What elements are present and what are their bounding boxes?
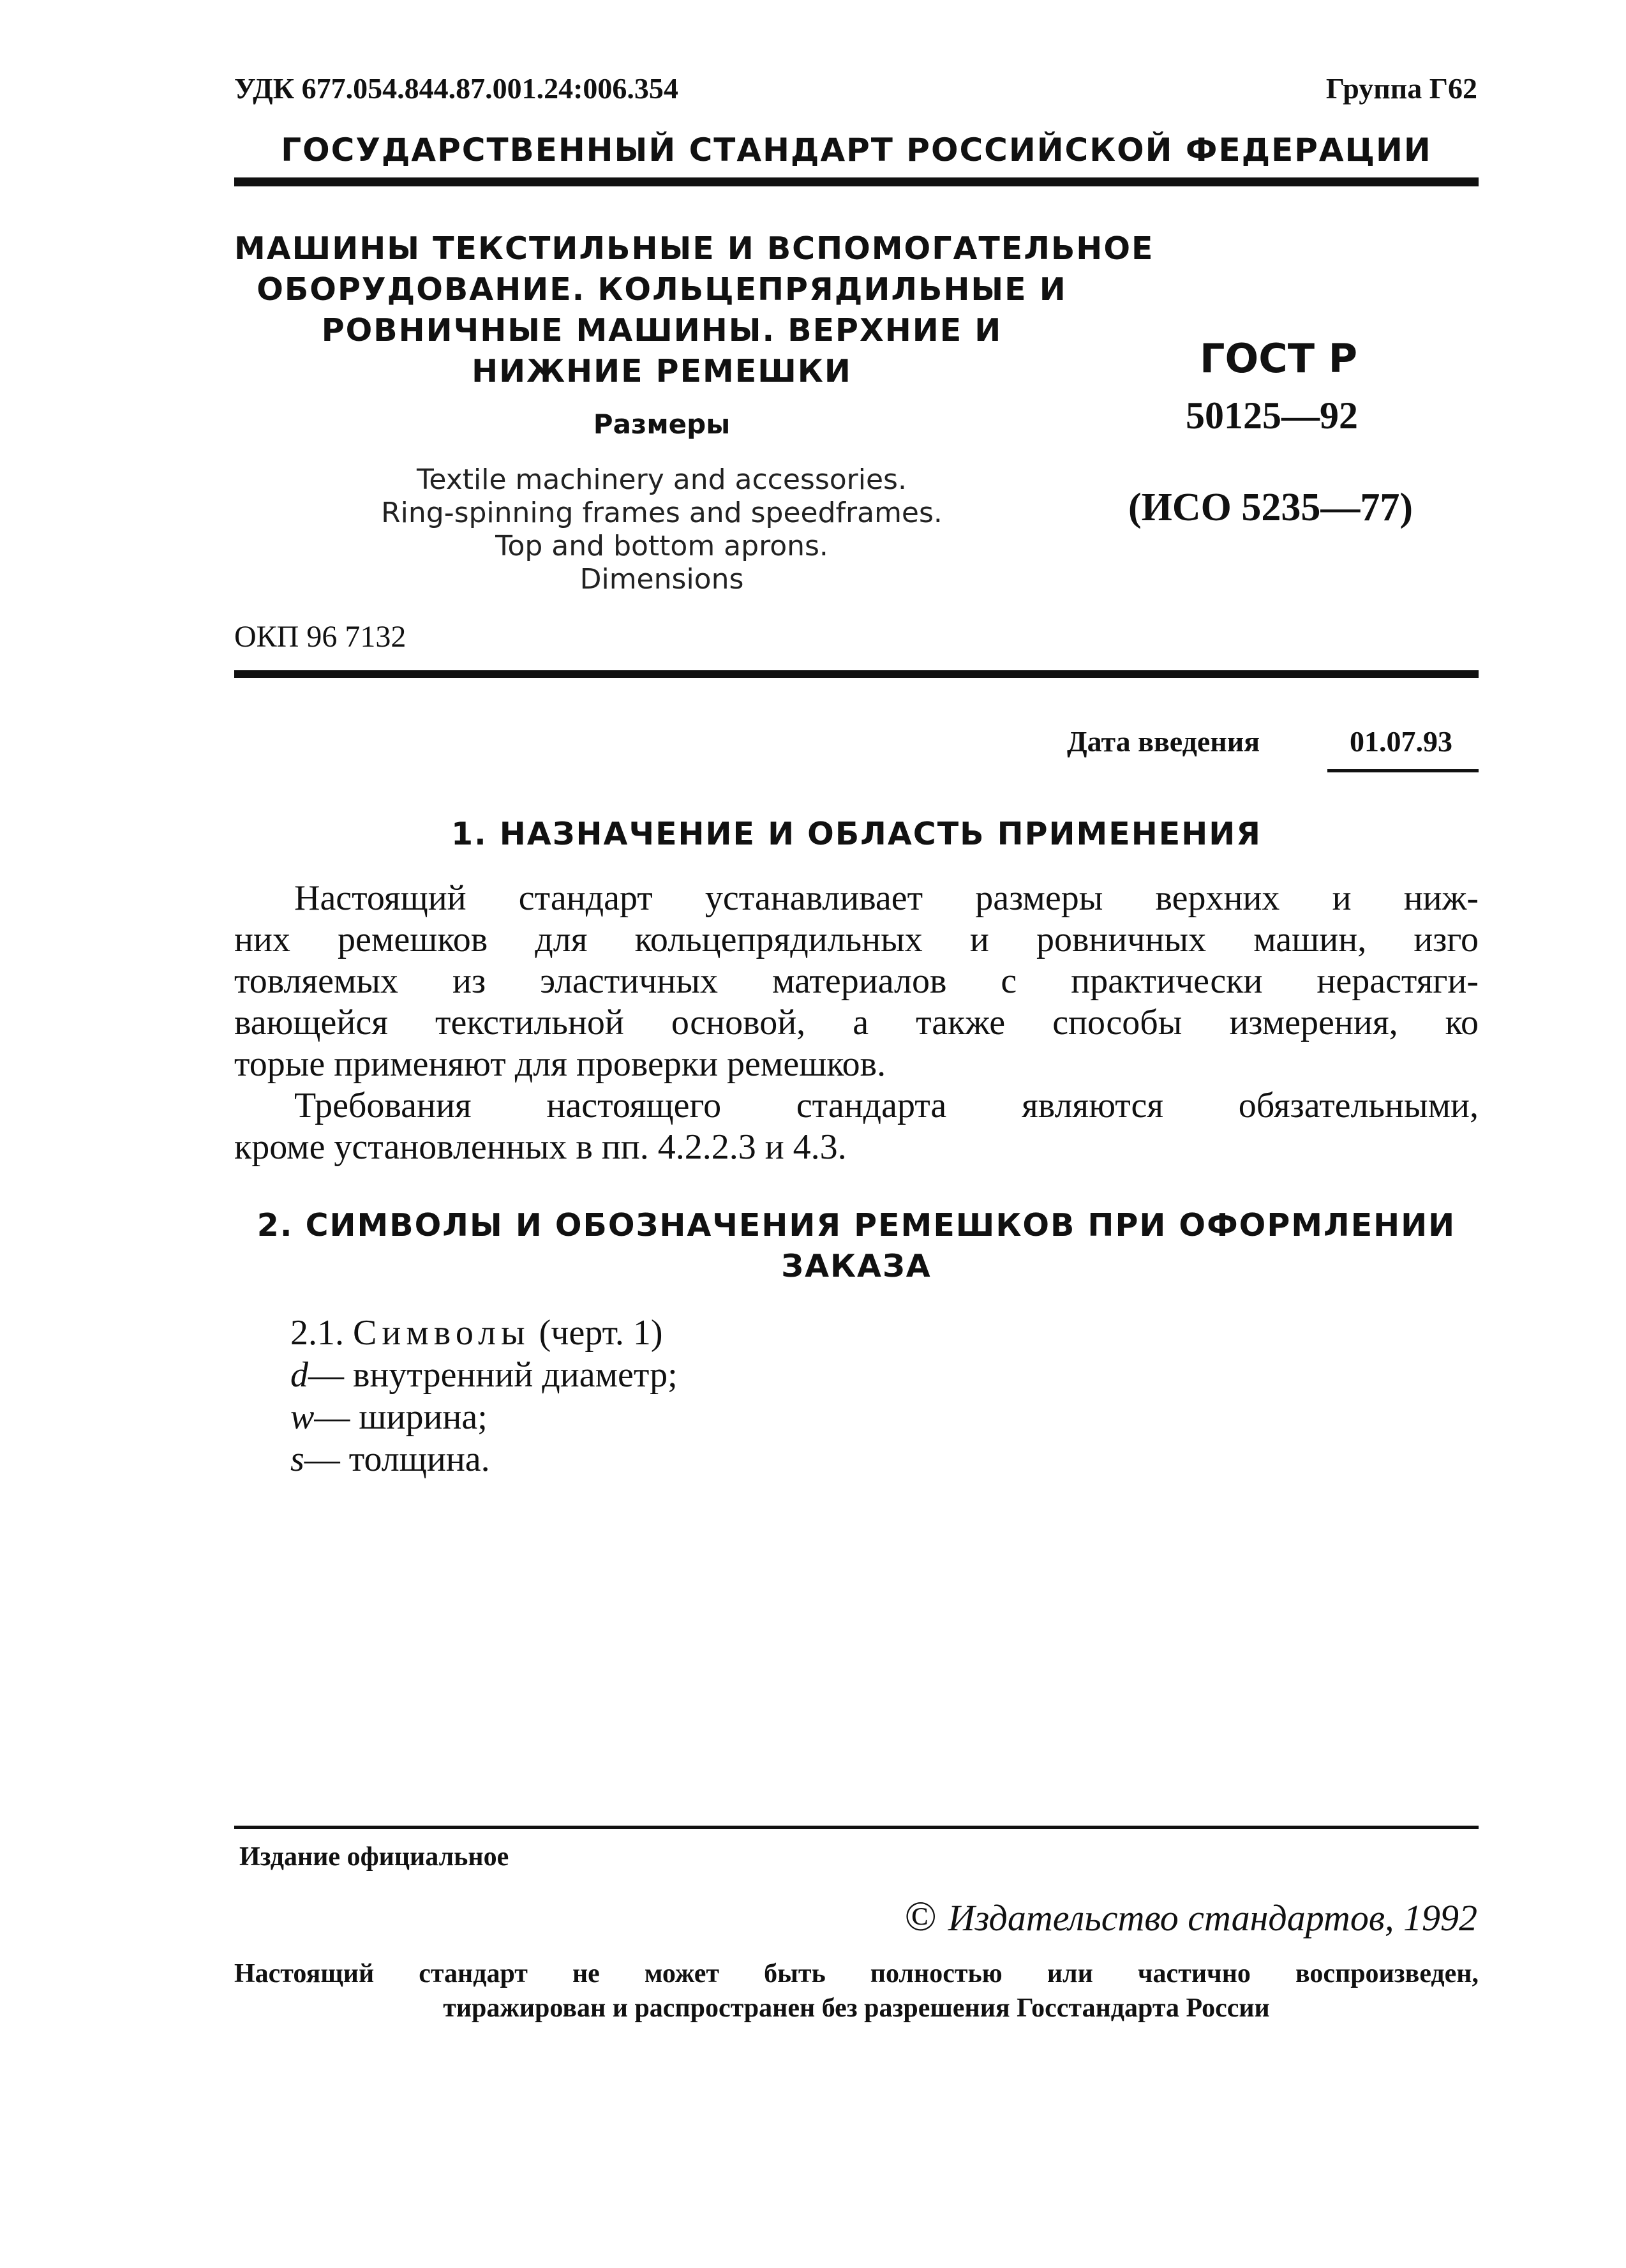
symbol-letter: d [290, 1355, 308, 1395]
paragraph-line: них ремешков для кольцепрядильных и ровничных машин, изго [234, 920, 1479, 959]
clause-number: 2.1. [290, 1313, 344, 1353]
symbol-description: — толщина. [304, 1439, 490, 1479]
title-line: МАШИНЫ ТЕКСТИЛЬНЫЕ И ВСПОМОГАТЕЛЬНОЕ [234, 230, 1154, 267]
title-line: НИЖНИЕ РЕМЕШКИ [472, 353, 852, 389]
symbols-list [290, 1312, 678, 1480]
intro-date-value: 01.07.93 [1350, 725, 1452, 758]
iso-reference: (ИСО 5235—77) [1128, 486, 1413, 529]
standard-title [234, 229, 1154, 392]
english-title-line: Ring-spinning frames and speedframes. [381, 497, 943, 529]
paragraph-line: вающейся текстильной основой, а также способы измерения, ко [234, 1003, 1479, 1042]
symbols-clause [290, 1312, 678, 1354]
clause-reference: (черт. 1) [539, 1313, 663, 1353]
reproduction-notice-line-1: Настоящий стандарт не может быть полностью или частично воспроизведен, [234, 1959, 1479, 1988]
section-1-paragraph-2 [234, 1085, 1479, 1168]
paragraph-line: кроме установленных в пп. 4.2.2.3 и 4.3. [234, 1127, 847, 1167]
title-subtitle: Размеры [593, 409, 731, 440]
group-code: Группа Г62 [1325, 72, 1477, 105]
footer-rule [234, 1826, 1479, 1829]
reproduction-notice-line-2: тиражирован и распространен без разрешения Госстандарта России [443, 1994, 1270, 2023]
udk-code: УДК 677.054.844.87.001.24:006.354 [234, 72, 678, 105]
section-2-heading [234, 1205, 1479, 1287]
english-title [234, 463, 1089, 596]
symbol-description: — ширина; [314, 1397, 488, 1437]
symbol-item [290, 1438, 678, 1480]
symbol-item [290, 1354, 678, 1396]
header-rule [234, 177, 1479, 186]
english-title-line: Dimensions [579, 563, 744, 596]
section-1-paragraph-1 [234, 878, 1479, 1085]
paragraph-line: товляемых из эластичных материалов с практически нерастяги- [234, 961, 1479, 1001]
okp-code: ОКП 96 7132 [234, 620, 406, 654]
copyright [905, 1893, 1477, 1941]
paragraph-line: Настоящий стандарт устанавливает размеры верхних и ниж- [294, 878, 1479, 918]
symbol-description: — внутренний диаметр; [308, 1355, 678, 1395]
copyright-icon: © [904, 1893, 937, 1940]
section-2-heading-line: ЗАКАЗА [781, 1248, 932, 1284]
symbol-letter: w [290, 1397, 315, 1437]
title-rule [234, 670, 1479, 678]
symbol-letter: s [290, 1439, 304, 1479]
clause-title: Символы [353, 1313, 530, 1353]
gost-label: ГОСТ Р [1200, 335, 1358, 382]
title-line: РОВНИЧНЫЕ МАШИНЫ. ВЕРХНИЕ И [321, 312, 1003, 349]
official-edition: Издание официальное [239, 1842, 509, 1872]
intro-date-underline [1327, 769, 1479, 772]
section-2-heading-line: 2. СИМВОЛЫ И ОБОЗНАЧЕНИЯ РЕМЕШКОВ ПРИ ОФОРМЛЕНИИ [257, 1207, 1456, 1243]
english-title-line: Textile machinery and accessories. [417, 463, 907, 496]
intro-date-label: Дата введения [1067, 725, 1260, 758]
symbol-item [290, 1396, 678, 1438]
title-line: ОБОРУДОВАНИЕ. КОЛЬЦЕПРЯДИЛЬНЫЕ И [257, 271, 1067, 308]
section-1-heading: 1. НАЗНАЧЕНИЕ И ОБЛАСТЬ ПРИМЕНЕНИЯ [451, 816, 1262, 852]
paragraph-line: Требования настоящего стандарта являются обязательными, [294, 1086, 1479, 1125]
paragraph-line: торые применяют для проверки ремешков. [234, 1044, 886, 1084]
english-title-line: Top and bottom aprons. [495, 530, 828, 562]
copyright-text: Издательство стандартов, 1992 [948, 1897, 1477, 1939]
gost-number: 50125—92 [1186, 394, 1358, 437]
state-standard-heading: ГОСУДАРСТВЕННЫЙ СТАНДАРТ РОССИЙСКОЙ ФЕДЕРАЦИИ [281, 131, 1432, 169]
